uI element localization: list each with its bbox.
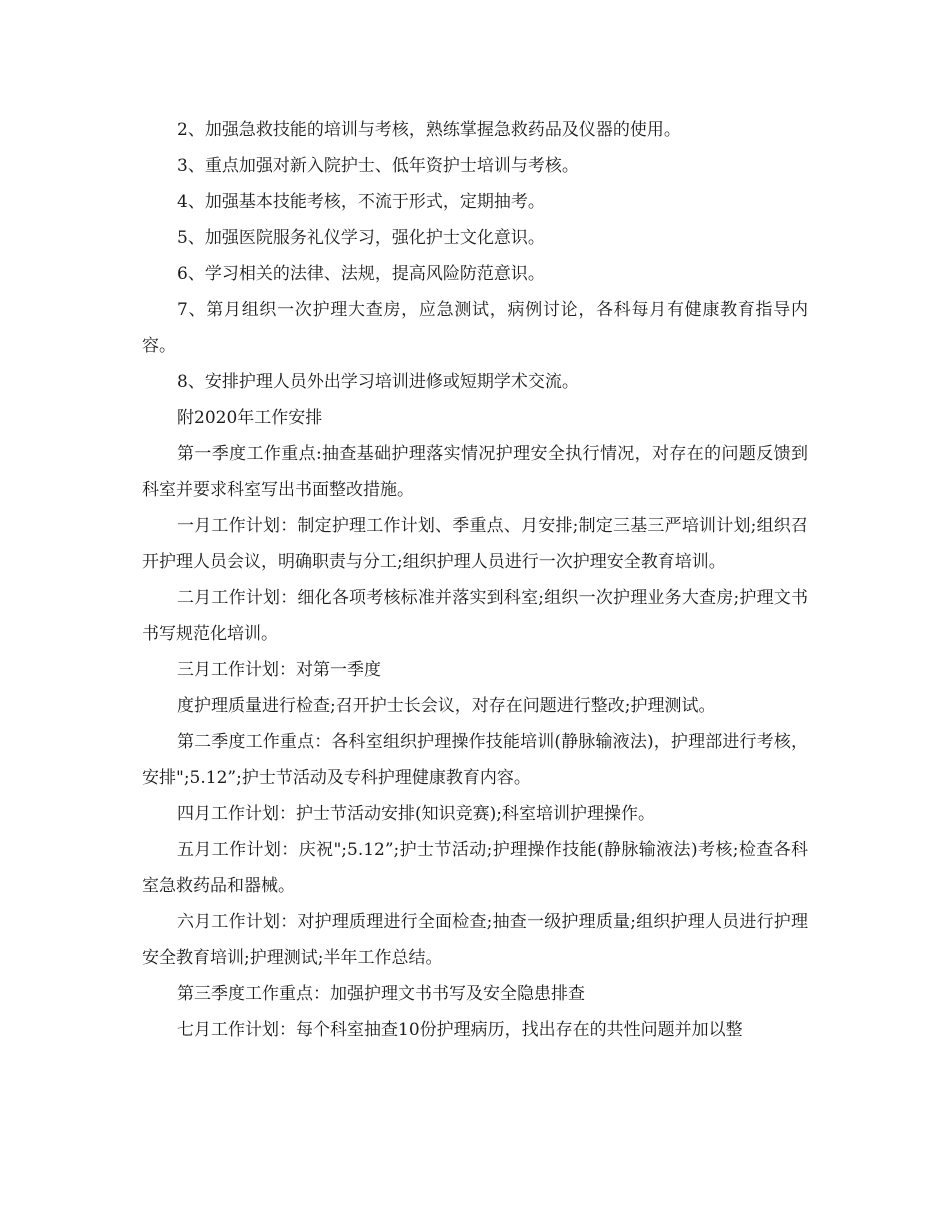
paragraph-march-plan: 三月工作计划：对第一季度 [177,660,381,680]
paragraph-april-plan: 四月工作计划：护士节活动安排(知识竞赛);科室培训护理操作。 [177,804,655,824]
paragraph-july-plan: 七月工作计划：每个科室抽查10份护理病历，找出存在的共性问题并加以整 [177,1020,743,1040]
paragraph-march-plan-continued: 度护理质量进行检查;召开护士长会议，对存在问题进行整改;护理测试。 [177,696,716,716]
paragraph-q1-focus: 第一季度工作重点:抽查基础护理落实情况护理安全执行情况，对存在的问题反馈到科室并要求科室写出书面整改措施。 [142,444,808,500]
paragraph-monthly-rounds: 7、第月组织一次护理大查房，应急测试，病例讨论，各科每月有健康教育指导内容。 [142,300,808,356]
paragraph-new-nurse-training: 3、重点加强对新入院护士、低年资护士培训与考核。 [177,156,579,176]
document-body [142,112,808,1048]
paragraph-q2-focus: 第二季度工作重点：各科室组织护理操作技能培训(静脉输液法)，护理部进行考核，安排";5.12”;护士节活动及专科护理健康教育内容。 [142,732,808,788]
paragraph-laws-regulations: 6、学习相关的法律、法规，提高风险防范意识。 [177,264,545,284]
paragraph-may-plan: 五月工作计划：庆祝";5.12”;护士节活动;护理操作技能(静脉输液法)考核;检查各科室急救药品和器械。 [142,840,808,896]
paragraph-february-plan: 二月工作计划：细化各项考核标准并落实到科室;组织一次护理业务大查房;护理文书书写规范化培训。 [142,588,808,644]
paragraph-june-plan: 六月工作计划：对护理质理进行全面检查;抽查一级护理质量;组织护理人员进行护理安全教育培训;护理测试;半年工作总结。 [142,912,808,968]
paragraph-external-study: 8、安排护理人员外出学习培训进修或短期学术交流。 [177,372,579,392]
section-heading-2020-schedule: 附2020年工作安排 [177,408,323,428]
paragraph-skill-training: 2、加强急救技能的培训与考核，熟练掌握急救药品及仪器的使用。 [177,120,681,140]
paragraph-service-etiquette: 5、加强医院服务礼仪学习，强化护士文化意识。 [177,228,545,248]
paragraph-q3-focus: 第三季度工作重点：加强护理文书书写及安全隐患排查 [177,984,585,1004]
paragraph-basic-skills: 4、加强基本技能考核，不流于形式，定期抽考。 [177,192,545,212]
paragraph-january-plan: 一月工作计划：制定护理工作计划、季重点、月安排;制定三基三严培训计划;组织召开护理人员会议，明确职责与分工;组织护理人员进行一次护理安全教育培训。 [142,516,808,572]
